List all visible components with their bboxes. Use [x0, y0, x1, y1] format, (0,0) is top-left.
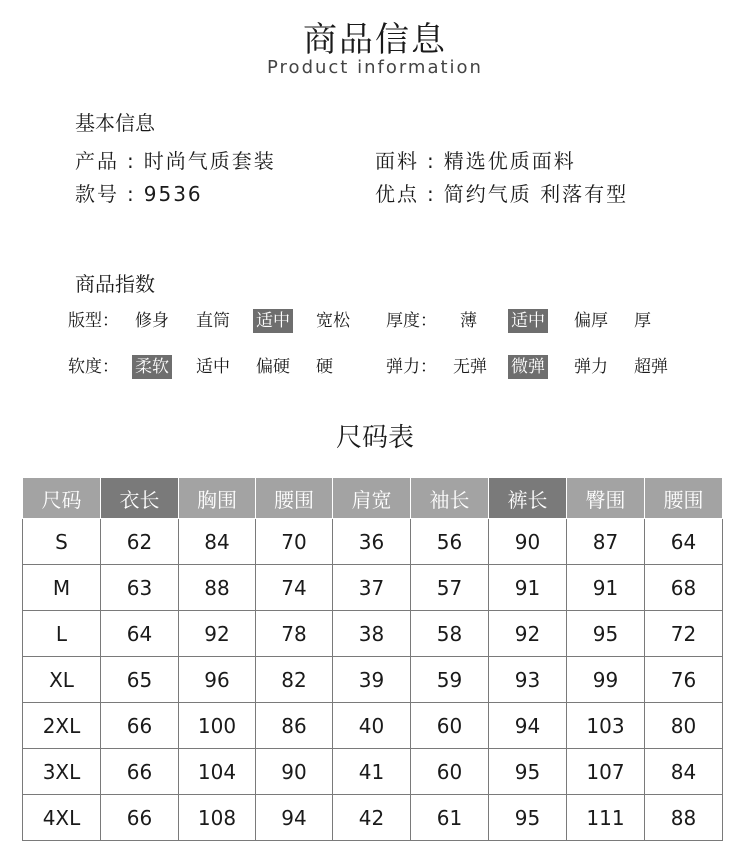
page-subtitle: Product information [267, 57, 483, 78]
measurement-cell: 84 [179, 519, 256, 565]
size-cell: S [23, 519, 101, 565]
fit-option: 修身 [135, 311, 169, 331]
measurement-cell: 90 [489, 519, 567, 565]
measurement-cell: 78 [256, 611, 333, 657]
column-header: 裤长 [489, 478, 567, 519]
fit-label: 版型： [68, 311, 119, 331]
size-table [22, 477, 723, 841]
column-header: 衣长 [101, 478, 179, 519]
column-header: 肩宽 [333, 478, 411, 519]
separator: : [427, 182, 436, 206]
measurement-cell: 91 [567, 565, 645, 611]
softness-option: 硬 [316, 357, 333, 377]
measurement-cell: 66 [101, 703, 179, 749]
softness-option: 柔软 [132, 355, 172, 379]
measurement-cell: 90 [256, 749, 333, 795]
measurement-cell: 100 [179, 703, 256, 749]
softness-label: 软度： [68, 357, 119, 377]
elasticity-option: 无弹 [453, 357, 487, 377]
measurement-cell: 88 [645, 795, 723, 841]
thickness-option: 厚 [634, 311, 651, 331]
separator: : [427, 149, 436, 173]
measurement-cell: 82 [256, 657, 333, 703]
column-header: 腰围 [645, 478, 723, 519]
table-row [23, 565, 723, 611]
measurement-cell: 104 [179, 749, 256, 795]
size-cell: 2XL [23, 703, 101, 749]
column-header: 胸围 [179, 478, 256, 519]
measurement-cell: 94 [489, 703, 567, 749]
size-cell: 3XL [23, 749, 101, 795]
size-table-title: 尺码表 [335, 423, 414, 453]
softness-option: 偏硬 [256, 357, 290, 377]
separator: : [127, 149, 136, 173]
measurement-cell: 70 [256, 519, 333, 565]
product-label: 产品 [75, 149, 119, 173]
fit-option: 适中 [253, 309, 293, 333]
separator: : [127, 182, 136, 206]
measurement-cell: 36 [333, 519, 411, 565]
measurement-cell: 62 [101, 519, 179, 565]
measurement-cell: 92 [489, 611, 567, 657]
measurement-cell: 84 [645, 749, 723, 795]
softness-option: 适中 [196, 357, 230, 377]
product-row [75, 145, 276, 174]
measurement-cell: 39 [333, 657, 411, 703]
table-row [23, 657, 723, 703]
measurement-cell: 66 [101, 795, 179, 841]
measurement-cell: 56 [411, 519, 489, 565]
measurement-cell: 59 [411, 657, 489, 703]
measurement-cell: 76 [645, 657, 723, 703]
measurement-cell: 87 [567, 519, 645, 565]
measurement-cell: 91 [489, 565, 567, 611]
measurement-cell: 38 [333, 611, 411, 657]
table-row [23, 611, 723, 657]
measurement-cell: 42 [333, 795, 411, 841]
fabric-row [375, 145, 576, 174]
elasticity-option: 微弹 [508, 355, 548, 379]
measurement-cell: 61 [411, 795, 489, 841]
measurement-cell: 60 [411, 703, 489, 749]
measurement-cell: 108 [179, 795, 256, 841]
measurement-cell: 111 [567, 795, 645, 841]
measurement-cell: 93 [489, 657, 567, 703]
measurement-cell: 72 [645, 611, 723, 657]
column-header: 尺码 [23, 478, 101, 519]
advantage-label: 优点 [375, 182, 419, 206]
measurement-cell: 57 [411, 565, 489, 611]
product-value: 时尚气质套装 [143, 149, 276, 173]
measurement-cell: 37 [333, 565, 411, 611]
measurement-cell: 86 [256, 703, 333, 749]
size-cell: 4XL [23, 795, 101, 841]
measurement-cell: 58 [411, 611, 489, 657]
measurement-cell: 60 [411, 749, 489, 795]
measurement-cell: 103 [567, 703, 645, 749]
measurement-cell: 68 [645, 565, 723, 611]
measurement-cell: 63 [101, 565, 179, 611]
advantage-value: 简约气质 利落有型 [443, 182, 629, 206]
measurement-cell: 88 [179, 565, 256, 611]
fabric-label: 面料 [375, 149, 419, 173]
size-table-body [23, 519, 723, 841]
measurement-cell: 95 [567, 611, 645, 657]
table-row [23, 519, 723, 565]
measurement-cell: 74 [256, 565, 333, 611]
table-row [23, 749, 723, 795]
advantage-row [375, 178, 628, 207]
size-cell: L [23, 611, 101, 657]
measurement-cell: 94 [256, 795, 333, 841]
measurement-cell: 41 [333, 749, 411, 795]
measurement-cell: 107 [567, 749, 645, 795]
elasticity-label: 弹力： [386, 357, 437, 377]
measurement-cell: 96 [179, 657, 256, 703]
column-header: 腰围 [256, 478, 333, 519]
size-cell: XL [23, 657, 101, 703]
fit-option: 宽松 [316, 311, 350, 331]
size-table-header-row [23, 478, 723, 519]
measurement-cell: 66 [101, 749, 179, 795]
fabric-value: 精选优质面料 [443, 149, 576, 173]
elasticity-option: 弹力 [574, 357, 608, 377]
thickness-option: 偏厚 [574, 311, 608, 331]
measurement-cell: 95 [489, 795, 567, 841]
column-header: 袖长 [411, 478, 489, 519]
page-title: 商品信息 [303, 20, 447, 60]
thickness-label: 厚度： [386, 311, 437, 331]
style-no-value: 9536 [143, 182, 203, 206]
thickness-option: 薄 [460, 311, 477, 331]
size-cell: M [23, 565, 101, 611]
style-no-row [75, 178, 203, 207]
style-no-label: 款号 [75, 182, 119, 206]
measurement-cell: 40 [333, 703, 411, 749]
measurement-cell: 64 [101, 611, 179, 657]
table-row [23, 795, 723, 841]
measurement-cell: 95 [489, 749, 567, 795]
thickness-option: 适中 [508, 309, 548, 333]
measurement-cell: 99 [567, 657, 645, 703]
measurement-cell: 64 [645, 519, 723, 565]
product-index-heading: 商品指数 [75, 272, 155, 296]
measurement-cell: 65 [101, 657, 179, 703]
table-row [23, 703, 723, 749]
fit-option: 直筒 [196, 311, 230, 331]
measurement-cell: 92 [179, 611, 256, 657]
column-header: 臀围 [567, 478, 645, 519]
basic-info-heading: 基本信息 [75, 111, 155, 135]
elasticity-option: 超弹 [634, 357, 668, 377]
measurement-cell: 80 [645, 703, 723, 749]
